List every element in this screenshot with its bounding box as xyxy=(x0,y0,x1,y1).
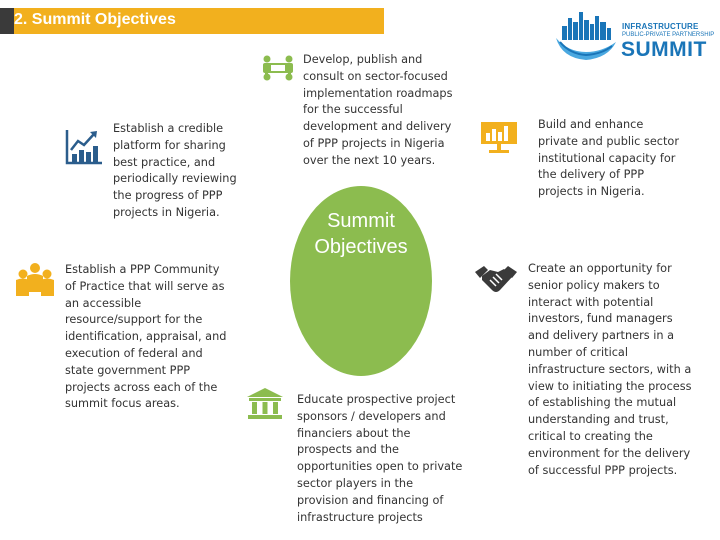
text-line: opportunities open to private xyxy=(297,460,463,474)
text-line: over the next 10 years. xyxy=(303,153,436,167)
summit-logo xyxy=(552,8,715,64)
text-line: interact with potential xyxy=(528,295,654,309)
text-line: the progress of PPP xyxy=(113,189,223,203)
handshake-icon xyxy=(474,264,518,306)
text-line: of establishing the mutual xyxy=(528,396,677,410)
objective-community-text xyxy=(65,262,245,413)
objective-educate-text xyxy=(297,392,477,526)
logo-line-2: PUBLIC-PRIVATE PARTNERSHIP xyxy=(622,32,715,38)
presentation-board-icon xyxy=(480,120,518,158)
text-line: platform for sharing xyxy=(113,138,226,152)
text-line: sector players in the xyxy=(297,476,414,490)
text-line: projects across each of the xyxy=(65,380,218,394)
text-line: projects in Nigeria. xyxy=(113,205,220,219)
meeting-table-icon xyxy=(262,54,294,86)
text-line: and delivery partners in a xyxy=(528,329,675,343)
text-line: senior policy makers to xyxy=(528,278,660,292)
text-line: of PPP projects in Nigeria xyxy=(303,136,445,150)
text-line: financiers about the xyxy=(297,426,411,440)
text-line: periodically reviewing xyxy=(113,172,237,186)
people-group-icon xyxy=(14,262,56,304)
text-line: for the successful xyxy=(303,103,403,117)
text-line: view to initiating the process xyxy=(528,379,692,393)
text-line: best practice, and xyxy=(113,155,216,169)
text-line: state government PPP xyxy=(65,363,191,377)
text-line: the delivery of PPP xyxy=(538,168,645,182)
text-line: execution of federal and xyxy=(65,346,203,360)
text-line: an accessible xyxy=(65,296,142,310)
text-line: of Practice that will serve as xyxy=(65,279,225,293)
text-line: identification, appraisal, and xyxy=(65,330,227,344)
chart-growth-icon xyxy=(64,128,104,170)
text-line: development and delivery xyxy=(303,120,452,134)
text-line: of successful PPP projects. xyxy=(528,463,678,477)
text-line: Create an opportunity for xyxy=(528,262,672,275)
text-line: Build and enhance xyxy=(538,118,644,131)
page-title: 2. Summit Objectives xyxy=(14,11,176,28)
text-line: Establish a credible xyxy=(113,122,224,135)
text-line: prospects and the xyxy=(297,443,399,457)
text-line: Educate prospective project xyxy=(297,393,456,406)
objective-capacity-text xyxy=(538,117,708,201)
text-line: environment for the delivery xyxy=(528,446,691,460)
logo-skyline-icon xyxy=(552,8,622,64)
text-line: summit focus areas. xyxy=(65,397,180,411)
text-line: resource/support for the xyxy=(65,313,203,327)
text-line: investors, fund managers xyxy=(528,312,673,326)
text-line: understanding and trust, xyxy=(528,413,669,427)
text-line: Develop, publish and xyxy=(303,53,423,66)
text-line: implementation roadmaps xyxy=(303,86,453,100)
text-line: institutional capacity for xyxy=(538,151,676,165)
text-line: critical to creating the xyxy=(528,429,653,443)
logo-line-3: SUMMIT xyxy=(621,38,707,61)
text-line: number of critical xyxy=(528,345,628,359)
header-accent xyxy=(0,8,14,34)
objective-opportunity-text xyxy=(528,261,714,479)
center-label-line-1: Summit xyxy=(327,210,395,232)
section-header-bar xyxy=(0,8,384,34)
text-line: projects in Nigeria. xyxy=(538,185,645,199)
center-label-line-2: Objectives xyxy=(314,236,408,258)
text-line: sponsors / developers and xyxy=(297,409,446,423)
center-label xyxy=(290,208,432,260)
text-line: infrastructure sectors, with a xyxy=(528,362,692,376)
objective-roadmaps-text xyxy=(303,52,473,170)
text-line: private and public sector xyxy=(538,134,679,148)
text-line: provision and financing of xyxy=(297,493,444,507)
text-line: Establish a PPP Community xyxy=(65,263,220,276)
logo-line-1: INFRASTRUCTURE xyxy=(622,22,699,31)
text-line: consult on sector-focused xyxy=(303,69,448,83)
text-line: infrastructure projects xyxy=(297,510,423,524)
bank-building-icon xyxy=(245,386,285,424)
objective-platform-text xyxy=(113,121,253,222)
